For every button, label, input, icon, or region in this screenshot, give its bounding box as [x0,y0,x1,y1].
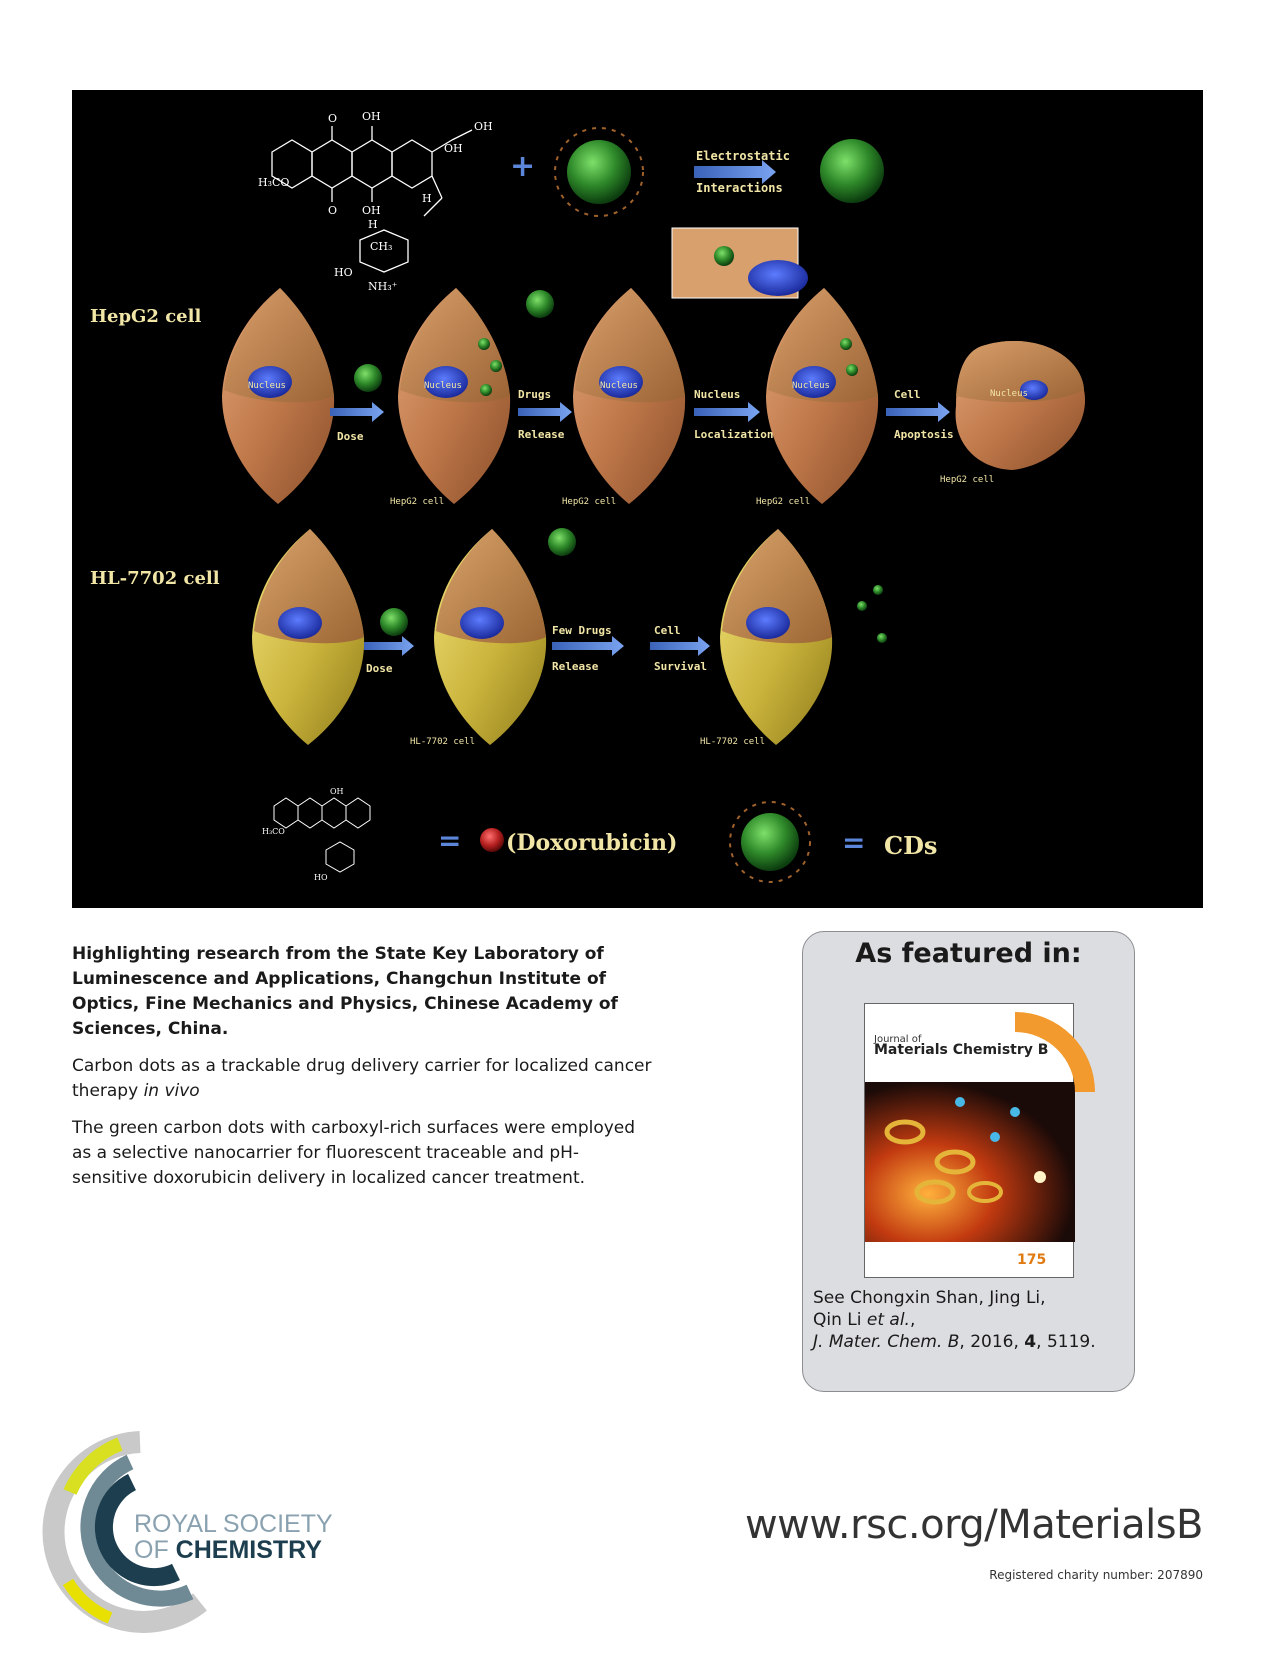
highlight-heading: Highlighting research from the State Key Laboratory of Luminescence and Applications, Changchun Institute of Optics, Fine Mechanics and Physics, Chinese Academy of Sciences, China. [72,944,618,1039]
expelled-cds [857,585,887,643]
plus-sign: + [510,149,536,184]
cite-year: , 2016, [959,1332,1025,1352]
graphical-abstract-figure [72,90,1203,908]
chem-oh-2: OH [474,120,493,133]
rsc-logo[interactable] [50,1432,333,1632]
nucleus-label-5: Nucleus [990,389,1028,399]
legend-chem-ho: HO [314,873,328,882]
arrow-cell-apoptosis [886,388,954,441]
cover-journal-name [874,1034,1048,1057]
citation [813,1287,1096,1353]
label-few-drugs-1: Few Drugs [552,624,612,637]
journal-url[interactable]: www.rsc.org/MaterialsB [744,1502,1203,1548]
caption-hepg2-2: HepG2 cell [562,497,617,507]
rsc-line2 [134,1536,322,1564]
rsc-line1: ROYAL SOCIETY [134,1510,333,1538]
carbon-dot-entering-1 [526,290,554,318]
label-cell-survival-2: Survival [654,660,707,673]
chem-h-2: H [368,218,378,231]
carbon-dot-entering-2 [548,528,576,556]
legend-carbon-dot [730,802,810,882]
label-dose-row1: Dose [337,430,364,443]
rsc-line2a: OF [134,1536,176,1564]
dose-carbon-dot-2 [380,608,408,636]
chem-ch3: CH₃ [370,240,393,253]
hepg2-cell-1 [222,288,334,504]
label-few-drugs-2: Release [552,660,599,673]
arrow-drugs-release [518,388,572,441]
article-title-main: Carbon dots as a trackable drug delivery carrier for localized cancer therapy [72,1056,652,1101]
nucleus-label-4: Nucleus [792,381,830,391]
cover-artwork [865,1082,1075,1242]
article-title [72,1054,652,1104]
cite-line1: See Chongxin Shan, Jing Li, [813,1288,1046,1308]
hl7702-cell-1 [252,529,364,745]
rsc-line2b: CHEMISTRY [175,1536,322,1564]
label-dose-row2: Dose [366,662,393,675]
cite-line2c: , [909,1310,916,1330]
legend-cds: CDs [884,831,938,860]
cite-volume: 4 [1024,1332,1037,1352]
cover-anniversary-number: 175 [1017,1252,1047,1268]
article-summary: The green carbon dots with carboxyl-rich surfaces were employed as a selective nanocarrier for fluorescent traceable and pH-sensitive doxorubicin delivery in localized cancer treatment. [72,1118,636,1188]
hepg2-cell-4 [766,288,878,504]
electrostatic-arrow [694,149,790,195]
arrow-dose-row1 [330,402,384,443]
row-label-hl7702: HL-7702 cell [90,568,220,589]
arrow-few-drugs-release [552,624,624,673]
chem-oh-3: OH [444,142,463,155]
label-nucleus-localization-2: Localization [694,428,774,441]
caption-hl7702-1: HL-7702 cell [410,737,476,747]
arrow-dose-row2 [364,636,414,675]
cover-journal-small: Journal of [874,1034,922,1045]
legend-chem-h3co: H₃CO [262,827,285,836]
nucleus-label-1: Nucleus [248,381,286,391]
figure-canvas [72,90,1203,908]
doxorubicin-marker [480,828,504,852]
caption-hepg2-3: HepG2 cell [756,497,811,507]
chem-o-1: O [328,112,338,125]
caption-hepg2-4: HepG2 cell [940,475,995,485]
electrostatic-label-1: Electrostatic [696,149,790,163]
cover-journal-big: Materials Chemistry B [874,1042,1049,1058]
caption-hepg2-1: HepG2 cell [390,497,445,507]
label-cell-apoptosis-1: Cell [894,388,921,401]
equals-sign-2: = [842,826,866,859]
hepg2-cell-apoptotic [956,341,1085,470]
highlight-text-block [72,942,652,1191]
dose-carbon-dot-1 [354,364,382,392]
featured-title: As featured in: [855,938,1082,969]
chem-oh-1: OH [362,110,381,123]
arrow-cell-survival [650,624,710,673]
chem-ho: HO [334,266,353,279]
cite-pages: , 5119. [1036,1332,1096,1352]
arrow-nucleus-localization [694,388,773,441]
article-title-italic: in vivo [143,1081,200,1101]
chem-oh-4: OH [362,204,381,217]
loaded-carbon-dot [820,139,884,203]
electrostatic-label-2: Interactions [696,181,783,195]
legend-doxorubicin: (Doxorubicin) [506,830,678,856]
nucleus-label-3: Nucleus [600,381,638,391]
carbon-dot-with-ligands [555,128,643,216]
nucleus-label-2: Nucleus [424,381,462,391]
cite-line2a: Qin Li [813,1310,867,1330]
cite-line2b: et al. [866,1310,910,1330]
doxorubicin-structure-legend [274,798,370,872]
label-drugs-release-2: Release [518,428,565,441]
chem-h-1: H [422,192,432,205]
label-cell-apoptosis-2: Apoptosis [894,428,954,441]
cite-journal: J. Mater. Chem. B [813,1332,960,1352]
caption-hl7702-2: HL-7702 cell [700,737,766,747]
featured-in-box [802,931,1135,1392]
charity-number: Registered charity number: 207890 [989,1568,1203,1582]
zoom-inset [672,228,808,298]
row-label-hepg2: HepG2 cell [90,306,202,327]
hl7702-cell-3 [720,529,832,745]
chem-h3co: H₃CO [258,176,290,189]
label-cell-survival-1: Cell [654,624,681,637]
chem-nh3: NH₃⁺ [368,280,398,293]
label-nucleus-localization-1: Nucleus [694,388,741,401]
chem-o-2: O [328,204,338,217]
equals-sign-1: = [438,824,462,857]
hepg2-cell-2 [398,288,510,504]
label-drugs-release-1: Drugs [518,388,552,401]
hepg2-cell-3 [573,288,685,504]
hl7702-cell-2 [434,529,546,745]
legend-chem-oh: OH [330,787,344,796]
journal-cover[interactable] [864,1003,1074,1278]
